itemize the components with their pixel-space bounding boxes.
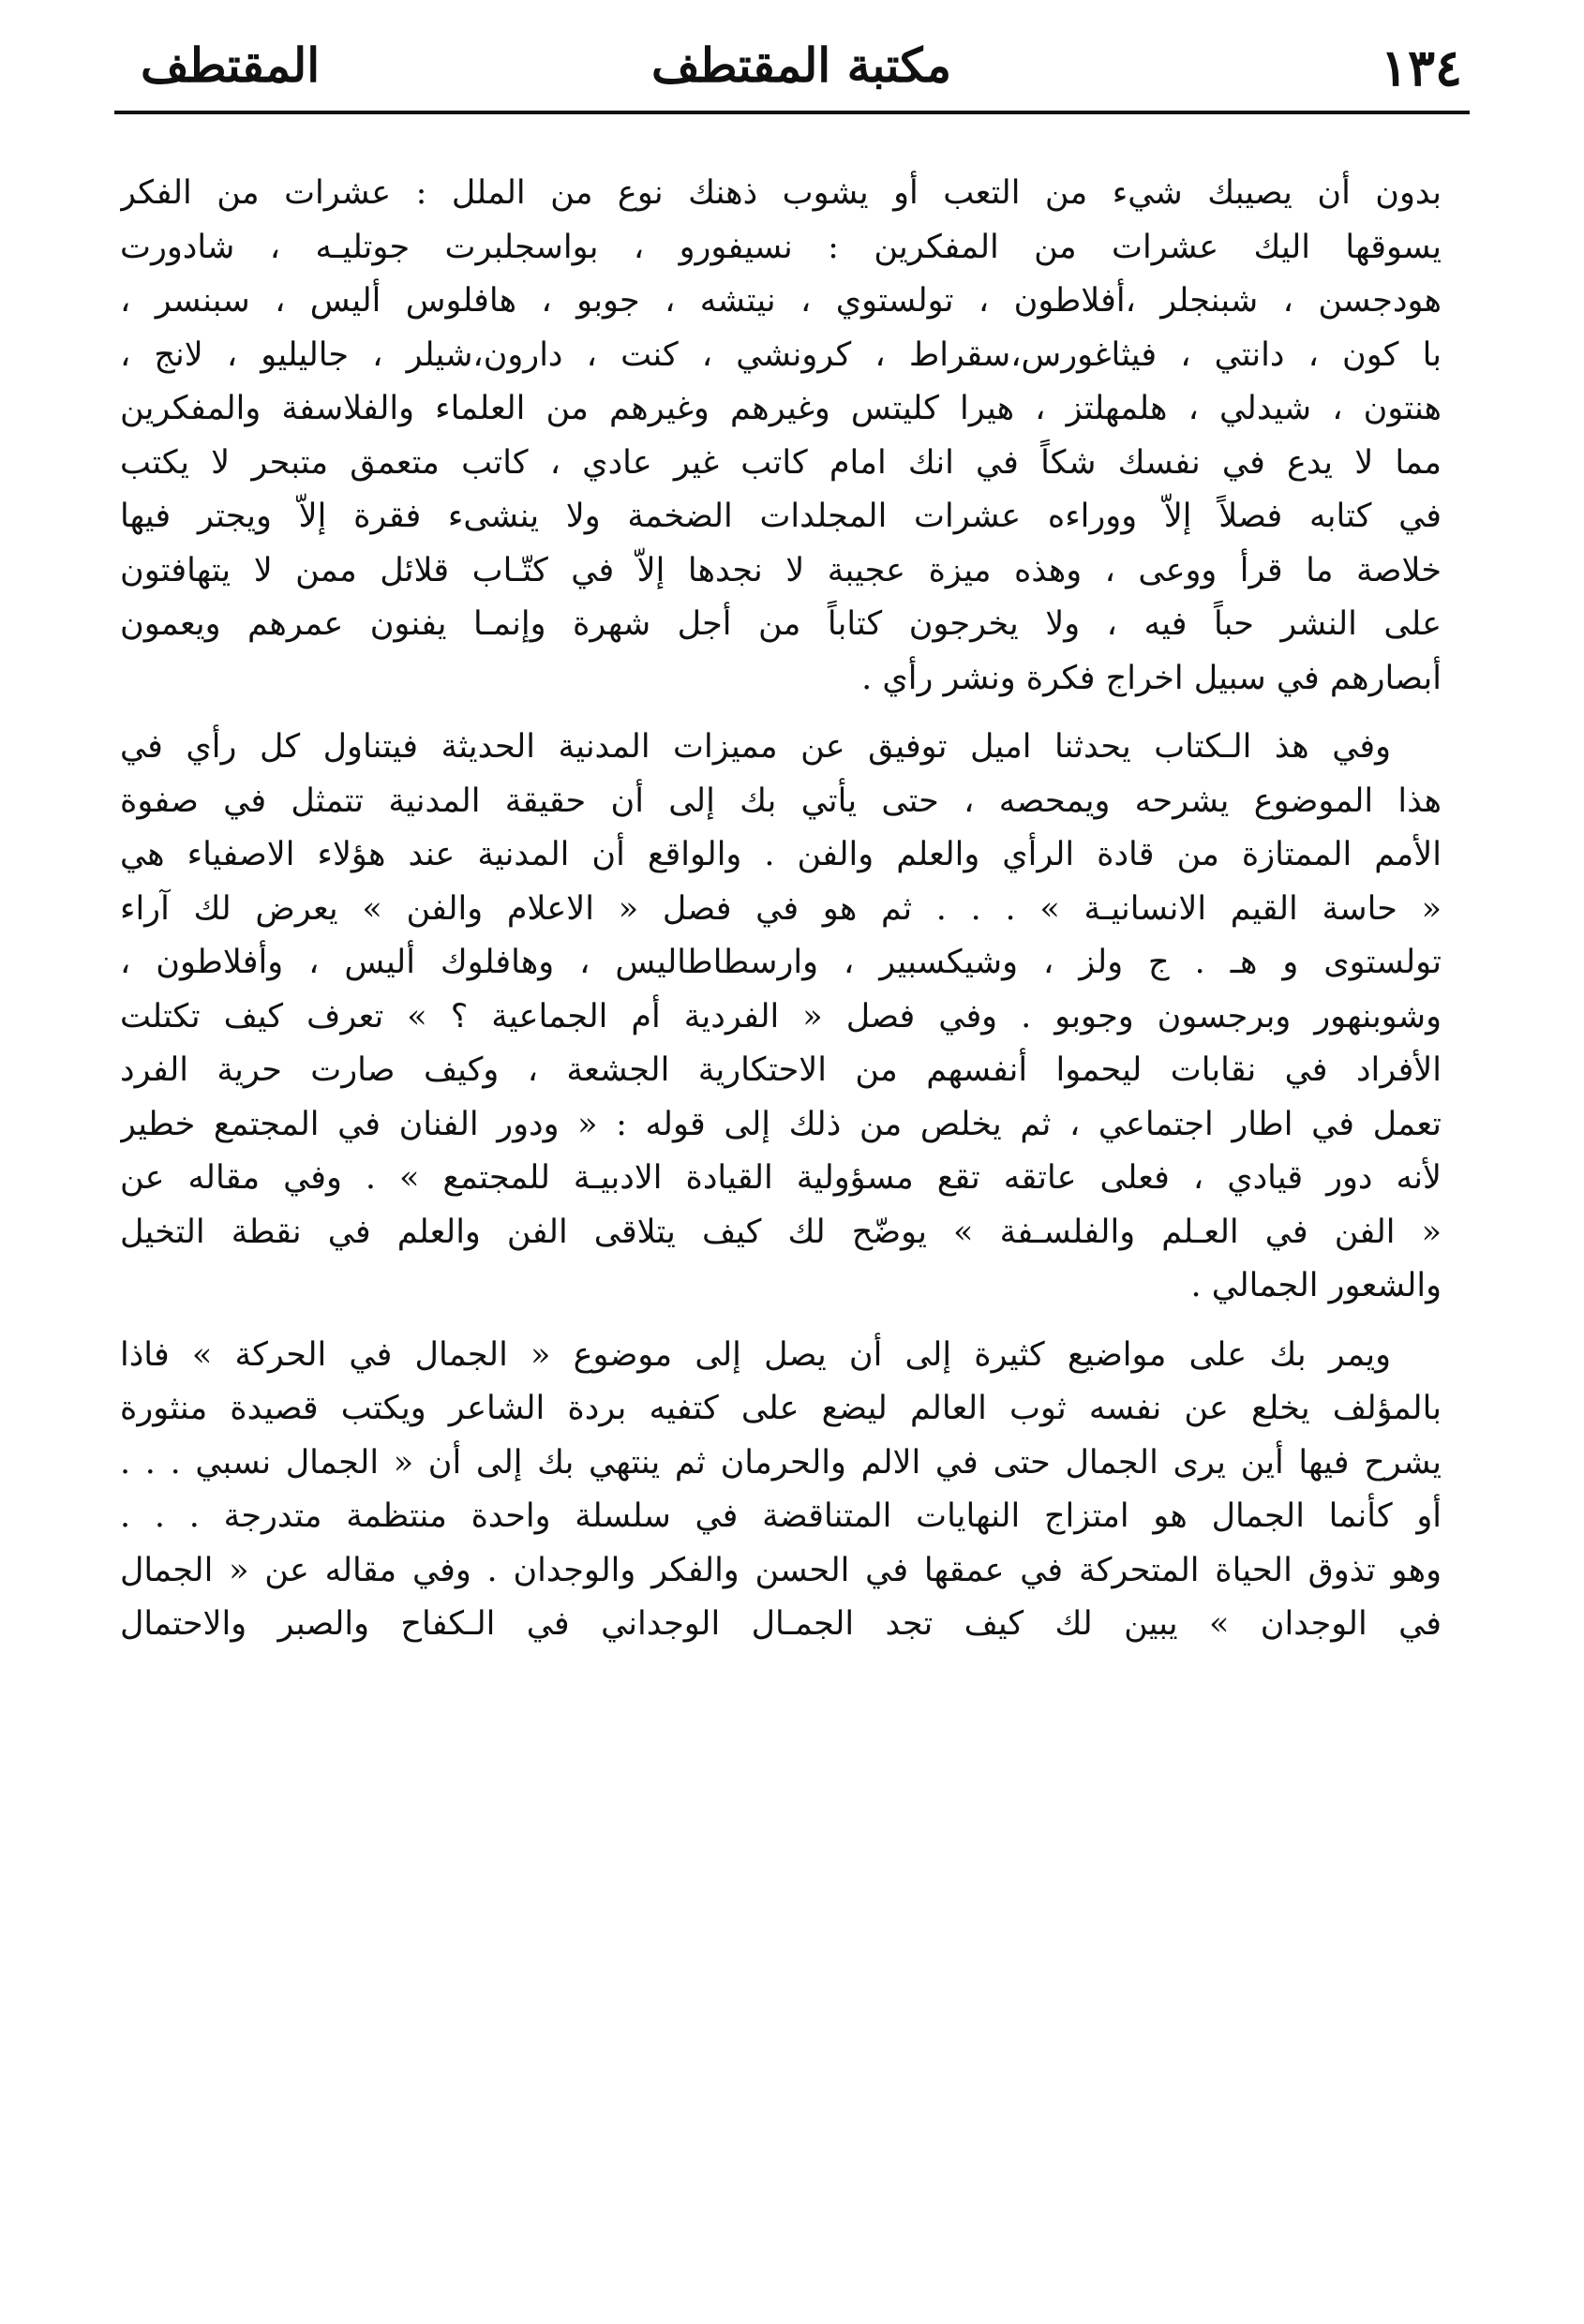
text-line: يسوقها اليك عشرات من المفكرين : نسيفورو ، بواسجلبرت جوتليـه ، شادورت [120,228,1442,266]
text-line: « الفن في العـلم والفلسـفة » يوضّح لك كيف يتلاقى الفن والعلم في نقطة التخيل [120,1213,1442,1251]
body-text [120,167,1442,1652]
text-line: يشرح فيها أين يرى الجمال حتى في الالم والحرمان ثم ينتهي بك إلى أن « الجمال نسبي . . . [120,1443,1442,1482]
text-line: أبصارهم في سبيل اخراج فكرة ونشر رأي . [861,659,1442,697]
header-rule [114,111,1470,114]
text-line: هذا الموضوع يشرحه ويمحصه ، حتى يأتي بك إلى أن حقيقة المدنية تتمثل في صفوة [120,782,1442,820]
text-line: خلاصة ما قرأ ووعى ، وهذه ميزة عجيبة لا نجدها إلاّ في كتّـاب قلائل ممن لا يتهافتون [120,551,1442,589]
text-line: الأمم الممتازة من قادة الرأي والعلم والفن . والواقع أن المدنية عند هؤلاء الاصفياء هي [120,836,1442,873]
page-number: ١٣٤ [1380,37,1462,97]
paragraph-2 [120,721,1442,1314]
text-line: لأنه دور قيادي ، فعلى عاتقه تقع مسؤولية القيادة الادبيـة للمجتمع » . وفي مقاله عن [120,1159,1442,1197]
text-line: وشوبنهور وبرجسون وجوبو . وفي فصل « الفردية أم الجماعية ؟ » تعرف كيف تكتلت [120,997,1442,1035]
paragraph-gap [120,1314,1442,1329]
text-line: وهو تذوق الحياة المتحركة في عمقها في الحسن والفكر والوجدان . وفي مقاله عن « الجمال [120,1551,1442,1589]
text-line: على النشر حباً فيه ، ولا يخرجون كتاباً من أجل شهرة وإنمـا يفنون عمرهم ويعمون [120,605,1442,643]
paragraph-gap [120,706,1442,721]
text-line: با كون ، دانتي ، فيثاغورس،سقراط ، كرونشي ، كنت ، دارون،شيلر ، جاليليو ، لانج ، [120,335,1442,374]
text-line: في كتابه فصلاً إلاّ ووراءه عشرات المجلدات الضخمة ولا ينشىء فقرة إلاّ ويجتر فيها [120,498,1442,535]
text-line: الأفراد في نقابات ليحموا أنفسهم من الاحتكارية الجشعة ، وكيف صارت حرية الفرد [120,1051,1442,1089]
text-line: والشعور الجمالي . [1190,1267,1442,1304]
paragraph-3 [120,1329,1442,1652]
text-line: تعمل في اطار اجتماعي ، ثم يخلص من ذلك إلى قوله : « ودور الفنان في المجتمع خطير [120,1105,1442,1143]
text-line: وفي هذ الـكتاب يحدثنا اميل توفيق عن مميزات المدنية الحديثة فيتناول كل رأي في [120,728,1391,766]
running-title: مكتبة المقتطف [651,37,951,93]
text-line: مما لا يدع في نفسك شكاً في انك امام كاتب غير عادي ، كاتب متعمق متبحر لا يكتب [120,443,1442,482]
text-line: أو كأنما الجمال هو امتزاج النهايات المتناقضة في سلسلة واحدة منتظمة متدرجة . . . [120,1497,1442,1535]
paragraph-1 [120,167,1442,706]
text-line: هودجسن ، شبنجلر ،أفلاطون ، تولستوي ، نيتشه ، جوبو ، هافلوس أليس ، سبنسر ، [120,282,1442,320]
text-line: تولستوى و هـ . ج ولز ، وشيكسبير ، وارسطاطاليس ، وهافلوك أليس ، وأفلاطون ، [120,944,1442,981]
text-line: بدون أن يصيبك شيء من التعب أو يشوب ذهنك نوع من الملل : عشرات من الفكر [120,174,1442,212]
text-line: بالمؤلف يخلع عن نفسه ثوب العالم ليضع على كتفيه بردة الشاعر ويكتب قصيدة منثورة [120,1390,1442,1427]
text-line: هنتون ، شيدلي ، هلمهلتز ، هيرا كليتس وغيرهم وغيرهم من العلماء والفلاسفة والمفكرين [120,390,1442,427]
text-line: « حاسة القيم الانسانيـة » . . . ثم هو في فصل « الاعلام والفن » يعرض لك آراء [120,889,1442,928]
text-line: في الوجدان » يبين لك كيف تجد الجمـال الوجداني في الـكفاح والصبر والاحتمال [120,1605,1442,1643]
journal-title: المقتطف [141,37,321,93]
page-header [141,26,1462,101]
text-line: ويمر بك على مواضيع كثيرة إلى أن يصل إلى موضوع « الجمال في الحركة » فاذا [120,1335,1391,1374]
